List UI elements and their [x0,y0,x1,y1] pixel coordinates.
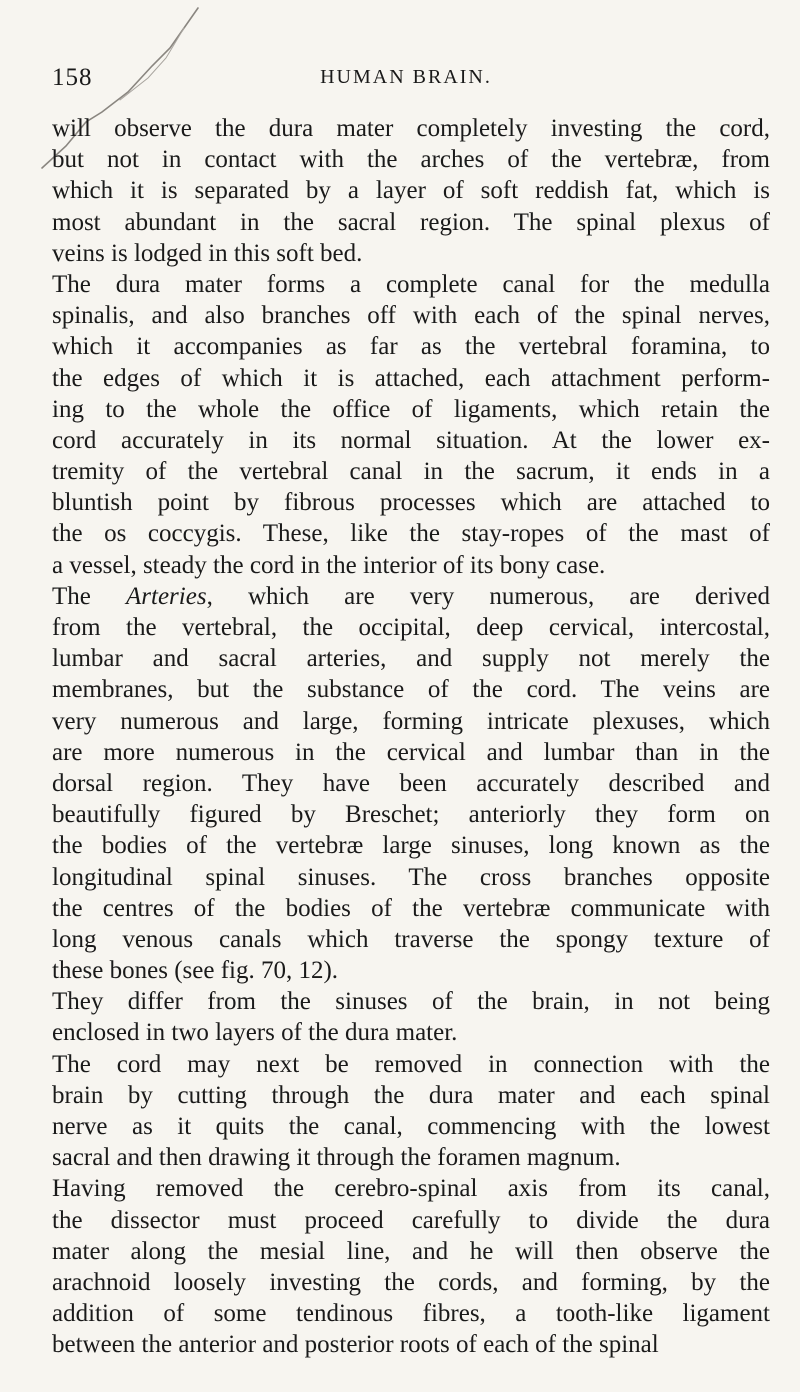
text-line: a vessel, steady the cord in the interior of its bony case. [52,551,606,579]
text-line: membranes, but the substance of the cord. The veins are [52,676,770,704]
text-line: The cord may next be removed in connection with the [52,1050,770,1078]
text-line: beautifully figured by Breschet; anteriorly they form on [52,801,770,829]
body-text [52,113,770,1361]
text-line: which it accompanies as far as the vertebral foramina, to [52,333,770,361]
text-line: long venous canals which traverse the spongy texture of [52,925,770,953]
text-segment: The [52,582,127,610]
text-line: enclosed in two layers of the dura mater. [52,1019,458,1047]
text-line: spinalis, and also branches off with each of the spinal nerves, [52,302,770,330]
text-line: the centres of the bodies of the vertebræ communicate with [52,894,770,922]
text-line: nerve as it quits the canal, commencing with the lowest [52,1113,770,1140]
text-line: addition of some tendinous fibres, a tooth-like ligament [52,1300,770,1328]
text-line: between the anterior and posterior roots of each of the spinal [52,1331,659,1359]
text-line: bluntish point by fibrous processes which are attached to [52,489,770,517]
text-line: arachnoid loosely investing the cords, and forming, by the [52,1268,770,1296]
italic-term: Arteries [126,582,207,610]
text-line [52,581,770,612]
text-line: dorsal region. They have been accurately described and [52,769,770,797]
running-header [52,64,760,94]
text-line: which it is separated by a layer of soft reddish fat, which is [52,177,770,205]
text-line: very numerous and large, forming intricate plexuses, which [52,707,770,735]
text-line: tremity of the vertebral canal in the sacrum, it ends in a [52,458,770,486]
text-line: most abundant in the sacral region. The spinal plexus of [52,208,770,236]
running-title: HUMAN BRAIN. [320,66,492,88]
text-line: cord accurately in its normal situation. At the lower ex- [52,426,770,454]
page-number: 158 [52,64,93,91]
text-line: sacral and then drawing it through the foramen magnum. [52,1144,621,1172]
text-line: but not in contact with the arches of the vertebræ, from [52,146,770,174]
text-line: the os coccygis. These, like the stay-ropes of the mast of [52,520,770,548]
text-line: The dura mater forms a complete canal for the medulla [52,270,770,298]
text-line: from the vertebral, the occipital, deep cervical, intercostal, [52,614,770,641]
text-line: these bones (see fig. 70, 12). [52,957,339,985]
text-line: They differ from the sinuses of the brain, in not being [52,988,770,1016]
text-line: the edges of which it is attached, each attachment perform- [52,364,770,392]
text-line: will observe the dura mater completely investing the cord, [52,115,770,142]
text-line: Having removed the cerebro-spinal axis from its canal, [52,1175,770,1203]
text-line: the bodies of the vertebræ large sinuses, long known as the [52,832,770,860]
text-line: are more numerous in the cervical and lumbar than in the [52,738,770,766]
text-segment: , which are very numerous, are derived [206,582,770,610]
text-line: mater along the mesial line, and he will then observe the [52,1237,770,1265]
text-line: lumbar and sacral arteries, and supply not merely the [52,645,770,673]
text-line: the dissector must proceed carefully to divide the dura [52,1206,770,1234]
text-line: veins is lodged in this soft bed. [52,239,363,267]
text-line: longitudinal spinal sinuses. The cross branches opposite [52,863,770,891]
text-line: brain by cutting through the dura mater and each spinal [52,1081,770,1109]
text-line: ing to the whole the office of ligaments, which retain the [52,395,770,423]
